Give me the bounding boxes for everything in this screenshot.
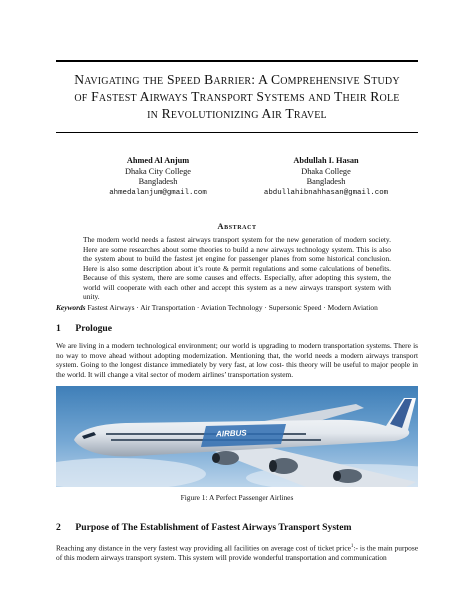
title-line-3: in Revolutionizing Air Travel bbox=[147, 106, 327, 121]
title-top-rule bbox=[56, 60, 418, 62]
fuselage-logo-text: AIRBUS bbox=[215, 428, 247, 439]
section-2-title: Purpose of The Establishment of Fastest Airways Transport System bbox=[75, 522, 352, 533]
title-bottom-rule bbox=[56, 132, 418, 133]
section-2-text-part2: :- is the main purpose of this modern airways transport system. This system will provide wonderful transportation and communication bbox=[56, 543, 418, 562]
author-2-name: Abdullah I. Hasan bbox=[293, 156, 359, 165]
section-2-heading bbox=[56, 522, 352, 533]
section-1-number: 1 bbox=[56, 323, 61, 334]
author-1-email[interactable]: ahmedalanjum@gmail.com bbox=[109, 188, 207, 197]
airplane-photo bbox=[56, 386, 418, 487]
author-2 bbox=[236, 156, 416, 198]
section-2-number: 2 bbox=[56, 522, 61, 533]
section-2-text-part1: Reaching any distance in the very fastest way providing all facilities on average cost of ticket price bbox=[56, 543, 351, 553]
section-1-title: Prologue bbox=[75, 323, 113, 334]
keywords-line bbox=[56, 303, 418, 313]
keywords-list: Fastest Airways · Air Transportation · Aviation Technology · Supersonic Speed · Modern Aviation bbox=[87, 303, 378, 312]
footnote-mark[interactable]: 1 bbox=[350, 544, 354, 549]
keywords-label: Keywords bbox=[56, 303, 86, 312]
author-2-affiliation: Dhaka College bbox=[301, 166, 351, 176]
abstract-text: The modern world needs a fastest airways transport system for the new generation of modern society. Here are some researches about some theories to build a new airways technology system. This is also the system about to build the fastest jet engine for passenger planes from some historical conclusion. Here is also some description about it’s route & permit regulations and some calculations of benefits. Because of this system, there are some causes and effects. Especially, after adopting this system, the world will cooperate with each other and accept this system as a new airways transport system with unity. bbox=[83, 235, 391, 301]
title-line-1: Navigating the Speed Barrier: A Comprehensive Study bbox=[74, 72, 400, 87]
author-2-email[interactable]: abdullahibnahhasan@gmail.com bbox=[263, 188, 389, 197]
author-1-name: Ahmed Al Anjum bbox=[126, 156, 190, 165]
author-1-country: Bangladesh bbox=[138, 177, 178, 186]
author-1 bbox=[68, 156, 248, 198]
author-2-country: Bangladesh bbox=[306, 177, 346, 186]
section-1-text: We are living in a modern technological environment; our world is upgrading to modern transportation systems. There is no way to move ahead without adopting modernization. Mentioning that, the world needs a modern airways transport system. Going to the longest distance immediately by very fast, at low cost- this theory will be useful to major people in the world. It will change a vital sector of modern airlines’ transportation system. bbox=[56, 341, 418, 379]
section-1-heading bbox=[56, 323, 112, 334]
abstract-heading: Abstract bbox=[217, 221, 257, 231]
title-line-2: of Fastest Airways Transport Systems and Their Role bbox=[74, 89, 400, 104]
paper-title bbox=[40, 71, 434, 122]
figure-caption: Figure 1: A Perfect Passenger Airlines bbox=[180, 493, 294, 502]
author-1-affiliation: Dhaka City College bbox=[125, 166, 191, 176]
section-2-text bbox=[56, 542, 418, 562]
